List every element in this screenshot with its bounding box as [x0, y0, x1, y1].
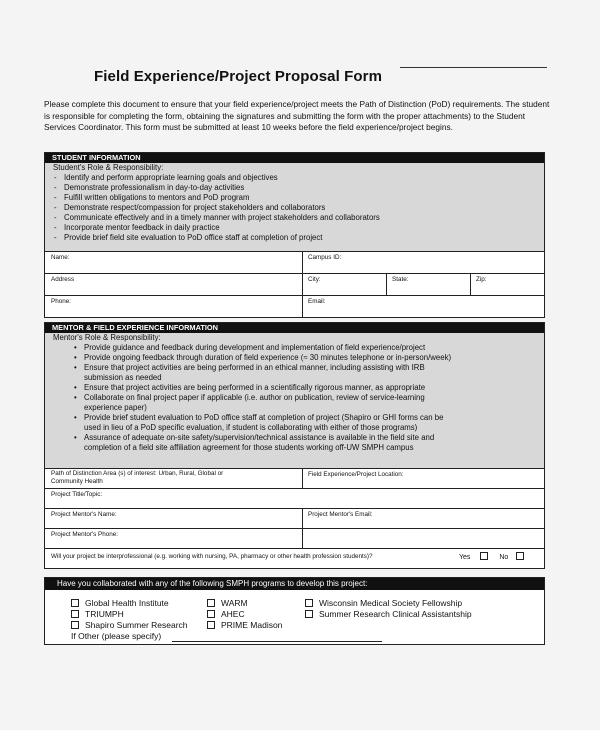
list-item: • Provide brief student evaluation to PoD office staff at completion of project (Shapiro or GHI forms can be used in lieu of a PoD specific evaluation, if student is collaborating with either of those programs) — [73, 413, 544, 433]
student-role-title: Student's Role & Responsibility: — [53, 163, 164, 172]
path-area-field[interactable] — [45, 469, 302, 488]
name-row — [45, 251, 544, 273]
zip-field[interactable] — [470, 274, 546, 295]
mentor-email-field[interactable] — [302, 509, 546, 528]
checkbox[interactable] — [305, 599, 313, 607]
phone-field[interactable] — [45, 296, 302, 317]
list-item: - Provide brief field site evaluation to PoD office staff at completion of project — [53, 233, 544, 243]
list-item: - Incorporate mentor feedback in daily practice — [53, 223, 544, 233]
checkbox[interactable] — [305, 610, 313, 618]
campus-id-label: Campus ID: — [308, 254, 342, 261]
list-item: • Ensure that project activities are being performed in an ethical manner, including assisting with IRB submission as needed — [73, 363, 544, 383]
checkbox[interactable] — [207, 599, 215, 607]
form-instructions: Please complete this document to ensure that your field experience/project meets the Path of Distinction (PoD) requirements. The student is responsible for completing the form, obtaining the signatures and submitting the form with the proper attachments) to the Student Services Coordinator. This form must be submitted at least 10 weeks before the field experience/project begins. — [44, 99, 550, 133]
project-title-field[interactable] — [45, 489, 546, 508]
path-area-label-line2: Community Health — [51, 478, 103, 485]
divider — [302, 529, 303, 548]
list-item: - Demonstrate professionalism in day-to-day activities — [53, 183, 544, 193]
option-prime-madison[interactable]: PRIME Madison — [207, 620, 282, 630]
mentor-phone-label: Project Mentor's Phone: — [51, 531, 119, 538]
interprofessional-row — [45, 548, 544, 568]
section-header: MENTOR & FIELD EXPERIENCE INFORMATION — [45, 323, 544, 333]
mentor-contact-row — [45, 508, 544, 528]
checkbox[interactable] — [207, 621, 215, 629]
campus-id-field[interactable] — [302, 252, 546, 273]
location-field[interactable] — [302, 469, 546, 488]
project-title-row — [45, 488, 544, 508]
other-label: If Other (please specify) — [71, 631, 162, 641]
mentor-phone-row — [45, 528, 544, 548]
title-rule — [400, 67, 547, 68]
list-item: • Collaborate on final project paper if applicable (i.e. author on publication, review of service-learning experience paper) — [73, 393, 544, 413]
state-field[interactable] — [386, 274, 470, 295]
yes-checkbox[interactable] — [480, 552, 488, 560]
smph-programs-section — [44, 577, 545, 645]
mentor-name-label: Project Mentor's Name: — [51, 511, 117, 518]
no-checkbox[interactable] — [516, 552, 524, 560]
city-field[interactable] — [302, 274, 386, 295]
mentor-role-title: Mentor's Role & Responsibility: — [53, 333, 161, 342]
city-label: City: — [308, 276, 321, 283]
phone-label: Phone: — [51, 298, 71, 305]
list-item: - Fulfill written obligations to mentors and PoD program — [53, 193, 544, 203]
mentor-information-section — [44, 322, 545, 569]
project-title-label: Project Title/Topic: — [51, 491, 103, 498]
checkbox[interactable] — [71, 599, 79, 607]
path-area-row — [45, 468, 544, 488]
student-responsibility-list — [45, 173, 544, 243]
option-summer-research-clinical-assistantship[interactable]: Summer Research Clinical Assistantship — [305, 609, 472, 619]
mentor-phone-field[interactable] — [45, 529, 302, 548]
mentor-email-label: Project Mentor's Email: — [308, 511, 373, 518]
form-title: Field Experience/Project Proposal Form — [94, 68, 383, 85]
option-wisconsin-medical-society-fellowship[interactable]: Wisconsin Medical Society Fellowship — [305, 598, 462, 608]
other-specify-input[interactable] — [172, 641, 382, 642]
checkbox[interactable] — [71, 610, 79, 618]
address-field[interactable] — [45, 274, 302, 295]
mentor-role-panel — [45, 333, 544, 468]
name-field[interactable] — [45, 252, 302, 273]
student-role-panel — [45, 163, 544, 251]
email-field[interactable] — [302, 296, 546, 317]
path-area-label: Path of Distinction Area (s) of interest: Urban, Rural, Global or — [51, 470, 224, 477]
option-global-health-institute[interactable]: Global Health Institute — [71, 598, 169, 608]
option-warm[interactable]: WARM — [207, 598, 248, 608]
mentor-responsibility-list — [45, 343, 544, 453]
list-item: • Ensure that project activities are being performed in a scientifically rigorous manner, as appropriate — [73, 383, 544, 393]
interprofessional-question: Will your project be interprofessional (e.g. working with nursing, PA, pharmacy or other health profession students)? — [51, 553, 373, 560]
checkbox[interactable] — [71, 621, 79, 629]
location-label: Field Experience/Project Location: — [308, 471, 404, 478]
list-item: • Provide guidance and feedback during development and implementation of field experience/project — [73, 343, 544, 353]
name-label: Name: — [51, 254, 70, 261]
list-item: • Provide ongoing feedback through duration of field experience (≈ 30 minutes telephone or in-person/week) — [73, 353, 544, 363]
state-label: State: — [392, 276, 409, 283]
address-row — [45, 273, 544, 295]
email-label: Email: — [308, 298, 326, 305]
student-information-section — [44, 152, 545, 318]
smph-question: Have you collaborated with any of the following SMPH programs to develop this project: — [45, 578, 544, 590]
section-header: STUDENT INFORMATION — [45, 153, 544, 163]
checkbox[interactable] — [207, 610, 215, 618]
list-item: - Demonstrate respect/compassion for project stakeholders and collaborators — [53, 203, 544, 213]
list-item: - Identify and perform appropriate learning goals and objectives — [53, 173, 544, 183]
option-ahec[interactable]: AHEC — [207, 609, 245, 619]
phone-row — [45, 295, 544, 317]
list-item: - Communicate effectively and in a timely manner with project stakeholders and collaborators — [53, 213, 544, 223]
yes-label: Yes — [459, 554, 471, 561]
interprofessional-options — [453, 549, 543, 568]
list-item: • Assurance of adequate on-site safety/supervision/technical assistance is available in the field site and completion of a field site affiliation agreement for those students working off-UW SMPH campus — [73, 433, 544, 453]
address-label: Address — [51, 276, 75, 283]
zip-label: Zip: — [476, 276, 487, 283]
option-shapiro-summer-research[interactable]: Shapiro Summer Research — [71, 620, 188, 630]
no-label: No — [499, 554, 509, 561]
option-triumph[interactable]: TRIUMPH — [71, 609, 124, 619]
mentor-name-field[interactable] — [45, 509, 302, 528]
